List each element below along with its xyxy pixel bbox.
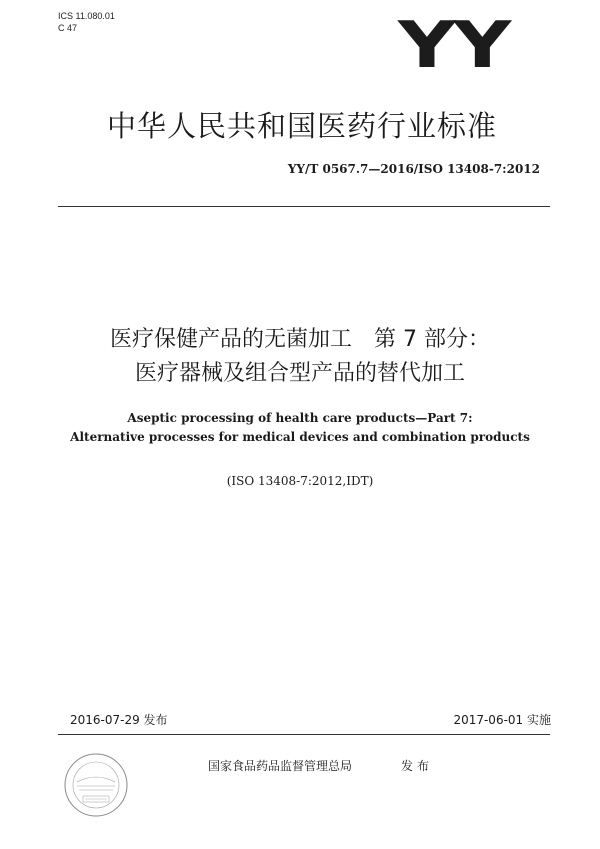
issue-date: 2016-07-29 发布 xyxy=(70,713,168,727)
standard-number: YY/T 0567.7—2016/ISO 13408-7:2012 xyxy=(287,162,540,176)
watermark-stamp xyxy=(63,752,129,818)
bottom-divider xyxy=(58,734,550,735)
document-title-en-line2: Alternative processes for medical devices and combination products xyxy=(70,430,530,444)
iso-equivalence-reference: (ISO 13408-7:2012,IDT) xyxy=(226,474,374,488)
top-divider xyxy=(58,206,550,207)
ccs-code: C 47 xyxy=(58,23,78,33)
standard-category-title: 中华人民共和国医药行业标准 xyxy=(106,109,497,143)
ics-code: ICS 11.080.01 xyxy=(58,11,115,21)
yy-logo: YY xyxy=(398,9,509,83)
implementation-date: 2017-06-01 实施 xyxy=(453,713,551,727)
publish-label: 发布 xyxy=(401,759,434,773)
document-title-cn-line1: 医疗保健产品的无菌加工 第 7 部分： xyxy=(110,327,490,352)
document-title-en-line1: Aseptic processing of health care products—Part 7: xyxy=(127,411,473,425)
document-title-cn-line2: 医疗器械及组合型产品的替代加工 xyxy=(134,361,465,386)
publisher-name: 国家食品药品监督管理总局 xyxy=(208,759,353,773)
classification-codes xyxy=(58,10,115,34)
